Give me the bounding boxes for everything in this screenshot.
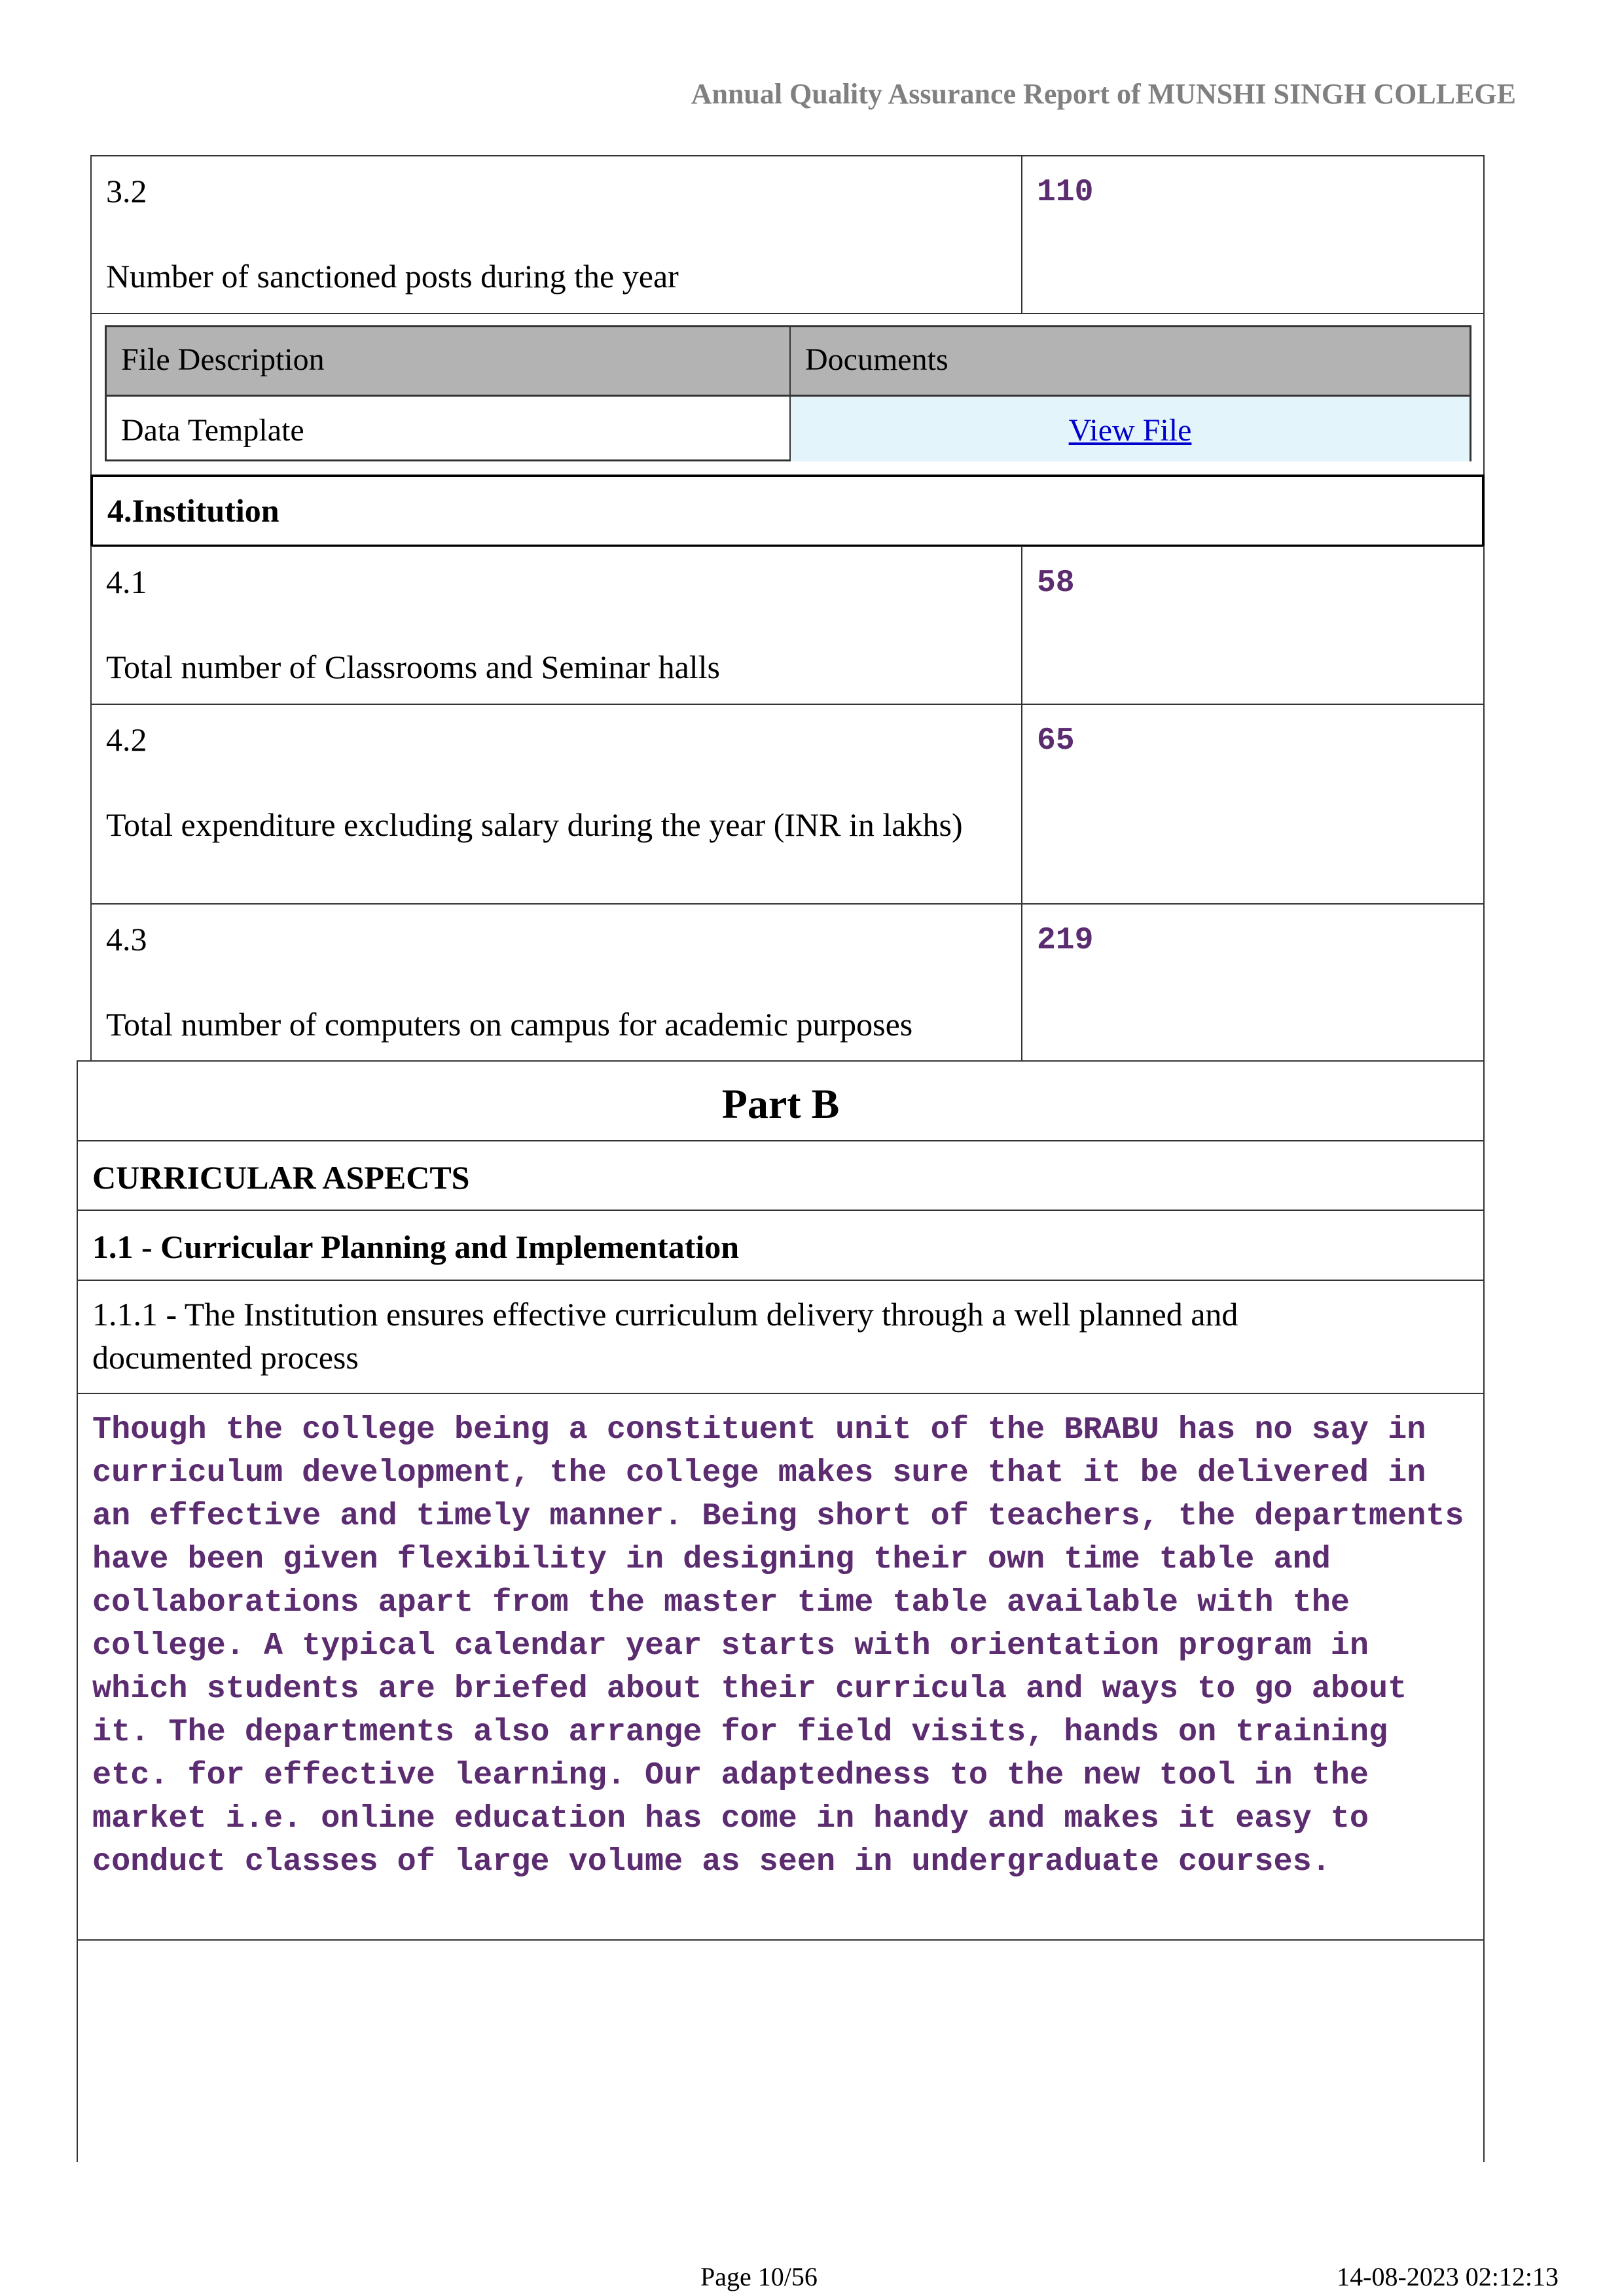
- file-document-cell: [791, 395, 1470, 461]
- part-b-title: Part B: [721, 1081, 840, 1127]
- institution-title: 4.Institution: [107, 492, 280, 529]
- institution-section-header: [90, 475, 1485, 547]
- answer-text: Though the college being a constituent unit of the BRABU has no say in curriculum development, the college makes sure that it be delivered in an effective and timely manner. Being short of teachers, the departments have been given flexibility in designing their own time table and collaborations apart from the master time table available with the college. A typical calendar year starts with orientation program in which students are briefed about their curricula and ways to go about it. The departments also arrange for field visits, hands on training etc. for effective learning. Our adaptedness to the new tool in the market i.e. online education has come in handy and makes it easy to conduct classes of large volume as seen in undergraduate courses.: [92, 1412, 1464, 1880]
- metric-label: Total number of computers on campus for academic purposes: [106, 1006, 913, 1043]
- metric-4-1-label-cell: [90, 546, 1022, 705]
- metric-value: 65: [1037, 723, 1075, 759]
- part-b-header-cell: [77, 1060, 1485, 1141]
- metric-id: 4.1: [106, 564, 147, 600]
- metric-4-1-value-cell: [1021, 546, 1485, 705]
- answer-cell: [77, 1393, 1485, 1941]
- metric-4-3-value-cell: [1021, 903, 1485, 1062]
- metric-id: 4.2: [106, 721, 147, 758]
- curricular-aspects-cell: [77, 1140, 1485, 1211]
- file-description-cell: Data Template: [107, 395, 791, 461]
- metric-label: Total number of Classrooms and Seminar halls: [106, 649, 721, 685]
- empty-continuation-cell: [77, 1939, 1485, 2162]
- file-table-header-documents: Documents: [791, 327, 1470, 395]
- page-number: Page 10/56: [700, 2262, 818, 2291]
- metric-3-2-label-cell: [90, 155, 1022, 314]
- generated-timestamp: 14-08-2023 02:12:13: [1337, 2262, 1559, 2291]
- metric-value: 58: [1037, 565, 1075, 601]
- view-file-link[interactable]: View File: [1068, 413, 1192, 448]
- question-cell: [77, 1280, 1485, 1394]
- file-table-header-description: File Description: [107, 327, 791, 395]
- metric-label: Number of sanctioned posts during the year: [106, 258, 679, 295]
- section-title: CURRICULAR ASPECTS: [92, 1159, 470, 1196]
- metric-4-2-value-cell: [1021, 704, 1485, 905]
- subsection-title: 1.1 - Curricular Planning and Implementation: [92, 1229, 740, 1265]
- report-header-title: Annual Quality Assurance Report of MUNSHI SINGH COLLEGE: [691, 78, 1516, 110]
- metric-4-2-label-cell: [90, 704, 1022, 905]
- question-text: 1.1.1 - The Institution ensures effective curriculum delivery through a well planned and documented process: [92, 1296, 1238, 1376]
- subsection-cell: [77, 1210, 1485, 1281]
- metric-value: 110: [1037, 175, 1094, 210]
- metric-value: 219: [1037, 923, 1094, 958]
- metric-label: Total expenditure excluding salary during the year (INR in lakhs): [106, 806, 963, 843]
- file-table: [105, 325, 1471, 461]
- metric-id: 3.2: [106, 173, 147, 209]
- metric-3-2-value-cell: [1021, 155, 1485, 314]
- metric-id: 4.3: [106, 921, 147, 958]
- metric-4-3-label-cell: [90, 903, 1022, 1062]
